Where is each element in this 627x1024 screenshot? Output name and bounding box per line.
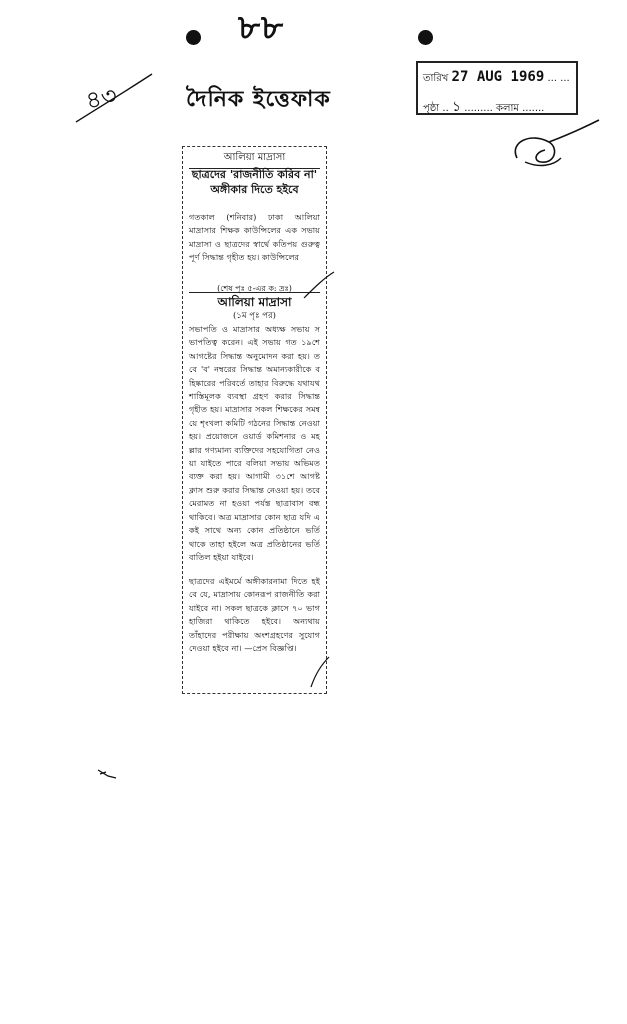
clipping-end-mark — [305, 655, 335, 691]
clipping-kicker: আলিয়া মাদ্রাসা — [189, 150, 320, 169]
newspaper-clipping — [182, 146, 327, 694]
stamp-page-value: ১ — [451, 99, 462, 115]
clipping-headline: ছাত্রদের 'রাজনীতি করিব না' অঙ্গীকার দিতে হইবে — [191, 168, 318, 196]
handwritten-number: ৪৩ — [83, 81, 120, 115]
punch-hole-right — [418, 30, 433, 45]
margin-tick-mark — [96, 766, 120, 782]
clipping-continued-paragraph-1: সভাপতি ও মাদ্রাসার অধ্যক্ষ সভায় সভাপতিত্ব করেন। এই সভায় গত ১৯শে আগষ্টের সিদ্ধান্ত অনুমোদন করা হয়। তবে 'ব' নম্বরের সিদ্ধান্ত অমান্যকারীকে বহিষ্কারের পরিবর্তে তাহার বিরুদ্ধে যথাযথ শাস্তিমূলক ব্যবস্থা গ্রহণ করার সিদ্ধান্ত গৃহীত হয়। মাদ্রাসার সকল শিক্ষকের সমন্বয়ে শৃংখলা কমিটি গঠনের সিদ্ধান্ত নেওয়া হয়। প্রয়োজনে ওয়ার্ড কমিশনার ও মহল্লার গণ্যমান্য ব্যক্তিদের সহযোগিতা নেওয়া যাইতে পারে বলিয়া সভায় অভিমত ব্যক্ত করা হয়। আগামী ৩১শে আগষ্ট ক্লাস শুরু করার সিদ্ধান্ত নেওয়া হয়। তবে মেরামত না হওয়া পর্যন্ত ছাত্রাবাস বন্ধ থাকিবে। অত্র মাদ্রাসার কোন ছাত্র যদি একই সাথে অন্য কোন প্রতিষ্ঠানে ভর্তি থাকে তাহা হইলে অত্র প্রতিষ্ঠানের ভর্তি বাতিল হইয়া যাইবে। — [189, 324, 320, 562]
handwritten-slash — [68, 68, 158, 128]
newspaper-masthead: দৈনিক ইত্তেফাক — [186, 86, 331, 112]
stamp-date-row: তারিখ 27 AUG 1969 ... ... — [423, 69, 570, 85]
punch-hole-left — [186, 30, 201, 45]
stamp-date-label: তারিখ — [423, 73, 449, 84]
date-stamp — [416, 61, 578, 115]
stamp-date-value: 27 AUG 1969 — [451, 69, 545, 85]
clipping-continuation-note: (শেষ পৃঃ ৫-এর ক: দ্রঃ) — [217, 284, 292, 293]
stamp-page-row: পৃষ্ঠা .. ১ ......... কলাম ....... — [423, 99, 545, 115]
stamp-column-label: কলাম — [496, 103, 519, 114]
clipping-lead-paragraph: গতকাল (শনিবার) ঢাকা আলিয়া মাদ্রাসার শিক্ষক কাউন্সিলের এক সভায় মাদ্রাসা ও ছাত্রদের স্বার্থে কতিপয় গুরুত্বপূর্ণ সিদ্ধান্ত গৃহীত হয়। কাউন্সিলের — [189, 212, 320, 263]
clipping-continued-subheading: (১ম পৃঃ পর) — [232, 311, 277, 321]
clipping-continued-paragraph-2: ছাত্রদের এইমর্মে অঙ্গীকারনামা দিতে হইবে যে, মাদ্রাসায় কোনরূপ রাজনীতি করা যাইবে না। সকল ছাত্রকে ক্লাসে ৭০ ভাগ হাজিরা থাকিতে হইবে। অন্যথায় তাঁহাদের পরীক্ষায় অংশগ্রহণের সুযোগ দেওয়া হইবে না। —প্রেস বিজ্ঞপ্তি। — [189, 576, 320, 654]
stamp-page-label: পৃষ্ঠা — [423, 103, 440, 114]
clipping-corner-mark — [300, 268, 340, 308]
page-number: ৮৮ — [238, 8, 285, 48]
clipping-continued-heading: আলিয়া মাদ্রাসা — [189, 292, 320, 314]
handwritten-initials — [505, 118, 605, 178]
